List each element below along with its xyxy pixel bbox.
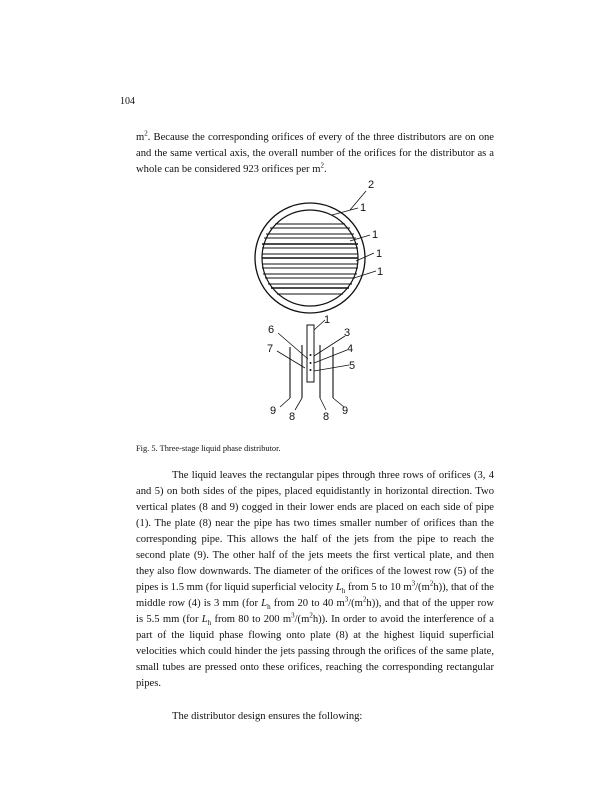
text-span: from 5 to 10 m <box>345 582 412 593</box>
label-2: 2 <box>368 179 375 191</box>
text-span: m <box>136 132 145 143</box>
superscript: 2 <box>320 161 324 170</box>
superscript: 2 <box>362 595 367 604</box>
label-9-right: 9 <box>342 405 349 417</box>
paragraph-ensures: The distributor design ensures the following: <box>172 711 363 722</box>
label-8-right: 8 <box>323 411 330 423</box>
superscript: 3 <box>344 595 349 604</box>
text-span: h)). In order to avoid the interference of a part of the liquid phase flowing onto plate (8) at the highest liquid superficial velocities which could hinder the jets passing through the orifices of the same plate, small tubes are pressed onto these orifices, reaching the corresponding rectangular pipes. <box>136 614 494 689</box>
label-1b: 1 <box>372 229 379 241</box>
superscript: 2 <box>429 579 434 588</box>
text-span: h)), and that of the upper row is 5.5 mm (for <box>136 598 494 625</box>
label-1a: 1 <box>360 202 367 214</box>
label-8-left: 8 <box>289 411 296 423</box>
text-span: from 80 to 200 m <box>211 614 292 625</box>
subscript: h <box>207 619 212 628</box>
label-9-left: 9 <box>270 405 277 417</box>
symbol: L <box>261 598 268 609</box>
text-span: . Because the corresponding orifices of every of the three distributors are on one and the same vertical axis, the overall number of the orifices for the distributor as a whole can be considered 923 orifices per m <box>136 132 494 175</box>
superscript: 2 <box>144 129 148 138</box>
label-4: 4 <box>347 343 354 355</box>
subscript: h <box>267 603 271 612</box>
symbol: L <box>335 582 342 593</box>
superscript: 2 <box>309 611 313 620</box>
label-1c: 1 <box>376 248 383 260</box>
text-span: from 20 to 40 m <box>270 598 345 609</box>
paragraph-description <box>136 468 494 692</box>
label-7: 7 <box>267 343 274 355</box>
superscript: 3 <box>411 579 416 588</box>
pipe-lines <box>262 224 358 294</box>
page-number: 104 <box>120 96 135 107</box>
label-3: 3 <box>344 327 351 339</box>
text-span: /(m <box>294 614 310 625</box>
text-span: h)), that of the middle row (4) is 3 mm (for <box>136 582 494 609</box>
label-1d: 1 <box>377 266 384 278</box>
superscript: 3 <box>291 611 295 620</box>
symbol: L <box>201 614 208 625</box>
label-6: 6 <box>268 324 275 336</box>
side-view-diagram <box>267 314 355 423</box>
top-view-diagram <box>255 179 383 313</box>
rectangular-pipe <box>307 325 314 382</box>
text-span: /(m <box>348 598 363 609</box>
figure-caption: Fig. 5. Three-stage liquid phase distributor. <box>136 444 281 453</box>
label-pipe-1: 1 <box>324 314 331 326</box>
text-span: . <box>323 164 327 175</box>
label-5: 5 <box>349 360 356 372</box>
text-span: The liquid leaves the rectangular pipes through three rows of orifices (3, 4 and 5) on both sides of the pipes, placed equidistantly in horizontal direction. Two vertical plates (8 and 9) cogged in their lower ends are placed on each side of pipe (1). The plate (8) near the pipe has two times smaller number of orifices than the corresponding pipe. This allows the half of the jets from the pipe to reach the second plate (9). The other half of the jets meets the first vertical plate, and then they also flow downwards. The diameter of the orifices of the lowest row (5) of the pipes is 1.5 mm (for liquid superficial velocity <box>136 470 494 593</box>
subscript: h <box>341 587 346 596</box>
text-span: /(m <box>415 582 430 593</box>
